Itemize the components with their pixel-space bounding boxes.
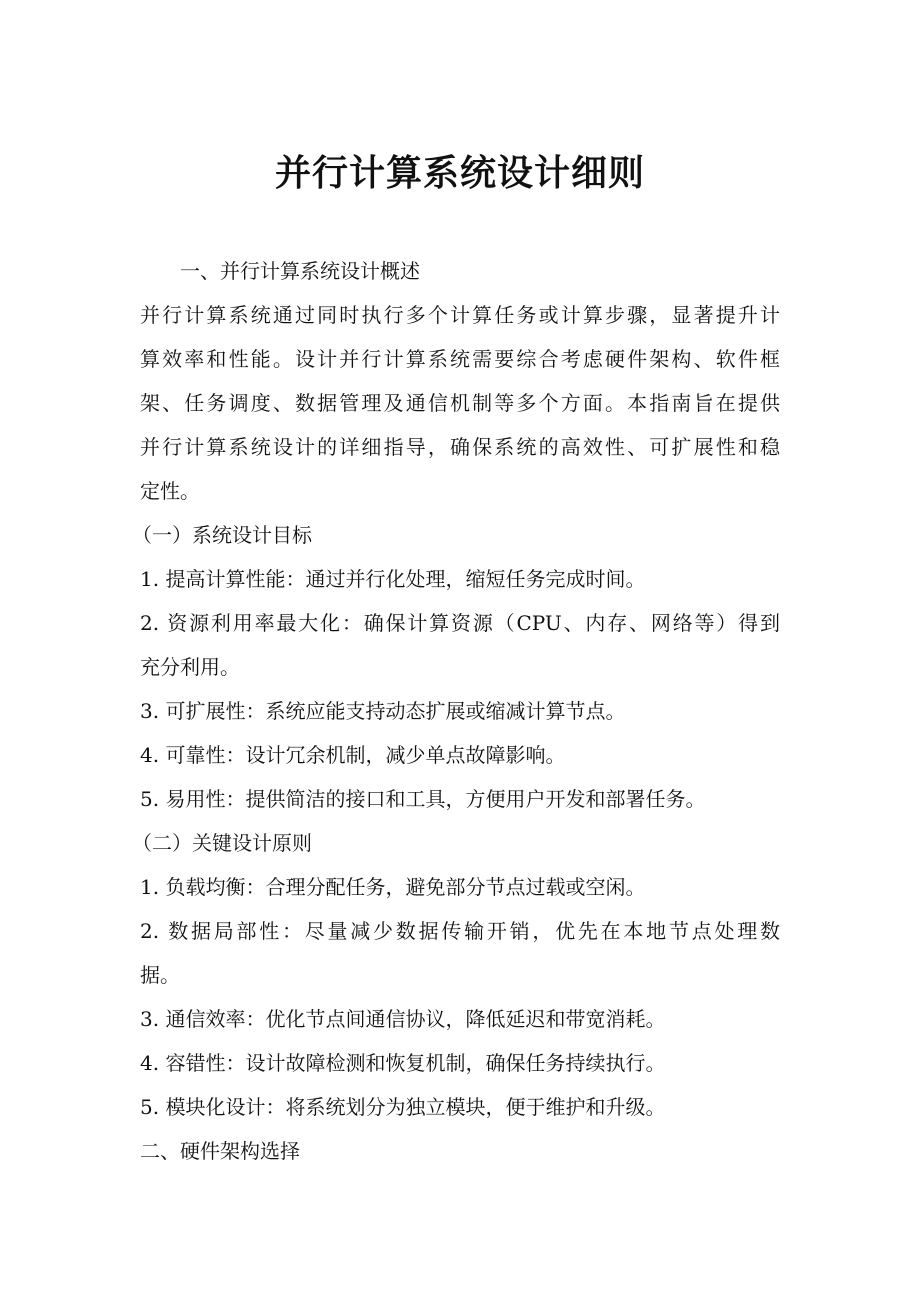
list-item: 4. 容错性：设计故障检测和恢复机制，确保任务持续执行。 xyxy=(140,1051,666,1075)
paragraph-line: 并行计算系统设计的详细指导，确保系统的高效性、可扩展性和稳 xyxy=(140,435,780,459)
list-item: 3. 通信效率：优化节点间通信协议，降低延迟和带宽消耗。 xyxy=(140,1007,666,1031)
list-item-continuation: 充分利用。 xyxy=(140,655,240,679)
section-heading-hardware: 二、硬件架构选择 xyxy=(140,1139,300,1163)
subsection-heading-principles: （二）关键设计原则 xyxy=(132,831,312,855)
list-item: 1. 负载均衡：合理分配任务，避免部分节点过载或空闲。 xyxy=(140,875,646,899)
section-heading-overview: 一、并行计算系统设计概述 xyxy=(180,259,420,283)
subsection-heading-goals: （一）系统设计目标 xyxy=(132,523,312,547)
document-title: 并行计算系统设计细则 xyxy=(274,153,645,194)
list-item: 5. 易用性：提供简洁的接口和工具，方便用户开发和部署任务。 xyxy=(140,787,706,811)
paragraph-line: 算效率和性能。设计并行计算系统需要综合考虑硬件架构、软件框 xyxy=(140,347,780,371)
list-item: 1. 提高计算性能：通过并行化处理，缩短任务完成时间。 xyxy=(140,567,646,591)
list-item: 2. 资源利用率最大化：确保计算资源（CPU、内存、网络等）得到 xyxy=(140,611,780,635)
paragraph-line: 定性。 xyxy=(140,479,200,503)
list-item-continuation: 据。 xyxy=(140,963,180,987)
document-body xyxy=(132,249,780,1173)
list-item: 5. 模块化设计：将系统划分为独立模块，便于维护和升级。 xyxy=(140,1095,666,1119)
paragraph-line: 并行计算系统通过同时执行多个计算任务或计算步骤，显著提升计 xyxy=(140,303,780,327)
list-item: 2. 数据局部性：尽量减少数据传输开销，优先在本地节点处理数 xyxy=(140,919,780,943)
paragraph-line: 架、任务调度、数据管理及通信机制等多个方面。本指南旨在提供 xyxy=(140,391,780,415)
list-item: 3. 可扩展性：系统应能支持动态扩展或缩减计算节点。 xyxy=(140,699,626,723)
list-item: 4. 可靠性：设计冗余机制，减少单点故障影响。 xyxy=(140,743,566,767)
